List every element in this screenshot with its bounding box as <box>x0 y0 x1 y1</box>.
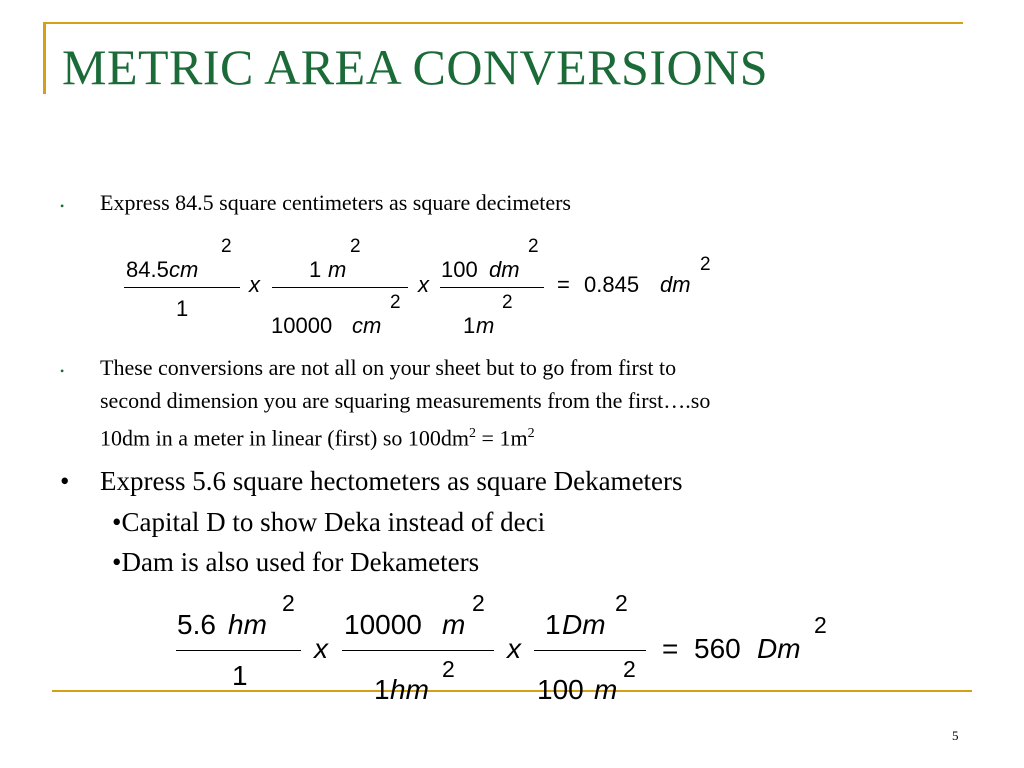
eq1-denominator-3-unit: m <box>476 313 495 338</box>
bullet-marker: • <box>60 466 70 496</box>
eq2-numerator-1-unit: hm <box>228 609 267 640</box>
eq1-numerator-3: 100 <box>441 257 478 282</box>
eq2-fraction-bar-1 <box>176 650 301 651</box>
bullet-marker: • <box>60 364 65 378</box>
eq1-result-value: 0.845 <box>584 272 640 297</box>
eq2-result-unit: Dm <box>757 633 801 664</box>
eq2-numerator-3-unit: Dm <box>562 609 606 640</box>
eq1-times-1: x <box>249 272 260 297</box>
eq2-numerator-1: 5.6 <box>177 609 216 640</box>
eq2-exponent: 2 <box>814 612 827 638</box>
bullet-text-2-line-3-a: 10dm in a meter in linear (first) so 100dm <box>100 425 470 451</box>
eq2-numerator-2-unit: m <box>442 609 466 640</box>
eq1-times-2: x <box>418 272 429 297</box>
bullet-marker: • <box>60 199 65 213</box>
eq2-denominator-1: 1 <box>232 660 248 691</box>
eq1-numerator-2-unit: m <box>328 257 347 282</box>
eq1-exponent: 2 <box>528 236 539 257</box>
bullet-text-2-line-1: These conversions are not all on your sheet but to go from first to <box>100 355 677 380</box>
bullet-text-2-line-3-b: = 1m <box>476 425 528 451</box>
eq1-exponent: 2 <box>390 292 401 313</box>
bullet-text-2-line-3 <box>100 417 535 454</box>
eq2-denominator-3-unit: m <box>594 674 618 705</box>
eq1-exponent: 2 <box>502 292 513 313</box>
eq1-numerator-1-unit: cm <box>169 257 199 282</box>
title-rule-horizontal <box>43 22 963 24</box>
eq2-times-2: x <box>507 633 521 664</box>
eq2-exponent: 2 <box>442 656 455 682</box>
eq2-exponent: 2 <box>615 590 628 616</box>
eq1-denominator-2-unit: cm <box>352 313 382 338</box>
footer-rule <box>52 690 972 692</box>
sub-bullet-1: •Capital D to show Deka instead of deci <box>112 507 546 537</box>
slide-title: METRIC AREA CONVERSIONS <box>62 39 769 95</box>
eq1-numerator-2: 1 <box>309 257 322 282</box>
bullet-text-3: Express 5.6 square hectometers as square Dekameters <box>100 466 683 496</box>
eq1-exponent: 2 <box>350 236 361 257</box>
eq1-result-unit: dm <box>660 272 691 297</box>
eq2-fraction-bar-3 <box>534 650 646 651</box>
bullet-text-1: Express 84.5 square centimeters as square decimeters <box>100 190 571 215</box>
eq2-denominator-3: 100 <box>537 674 584 705</box>
eq1-denominator-2: 10000 <box>271 313 333 338</box>
eq2-numerator-2: 10000 <box>344 609 422 640</box>
eq1-exponent: 2 <box>700 254 711 275</box>
eq1-exponent: 2 <box>221 236 232 257</box>
eq1-denominator-3: 1 <box>463 313 476 338</box>
page-number: 5 <box>952 728 959 743</box>
superscript-2: 2 <box>469 426 477 441</box>
eq1-numerator-1: 84.5 <box>126 257 169 282</box>
eq2-denominator-2: 1 <box>374 674 390 705</box>
eq2-fraction-bar-2 <box>342 650 494 651</box>
eq1-equals: = <box>557 272 570 297</box>
sub-bullet-2: •Dam is also used for Dekameters <box>112 547 480 577</box>
eq1-denominator-1: 1 <box>176 296 189 321</box>
superscript-2: 2 <box>527 426 535 441</box>
eq1-numerator-3-unit: dm <box>489 257 520 282</box>
bullet-text-2-line-2: second dimension you are squaring measurements from the first….so <box>100 388 711 413</box>
eq1-fraction-bar-1 <box>124 287 240 288</box>
eq2-result-value: 560 <box>694 633 741 664</box>
eq2-numerator-3: 1 <box>545 609 561 640</box>
eq2-denominator-2-unit: hm <box>390 674 429 705</box>
eq2-equals: = <box>662 633 679 664</box>
title-rule-vertical <box>43 22 46 94</box>
eq1-fraction-bar-2 <box>272 287 408 288</box>
eq2-exponent: 2 <box>623 656 636 682</box>
eq2-times-1: x <box>314 633 328 664</box>
eq2-exponent: 2 <box>472 590 485 616</box>
eq2-exponent: 2 <box>282 590 295 616</box>
eq1-fraction-bar-3 <box>440 287 544 288</box>
